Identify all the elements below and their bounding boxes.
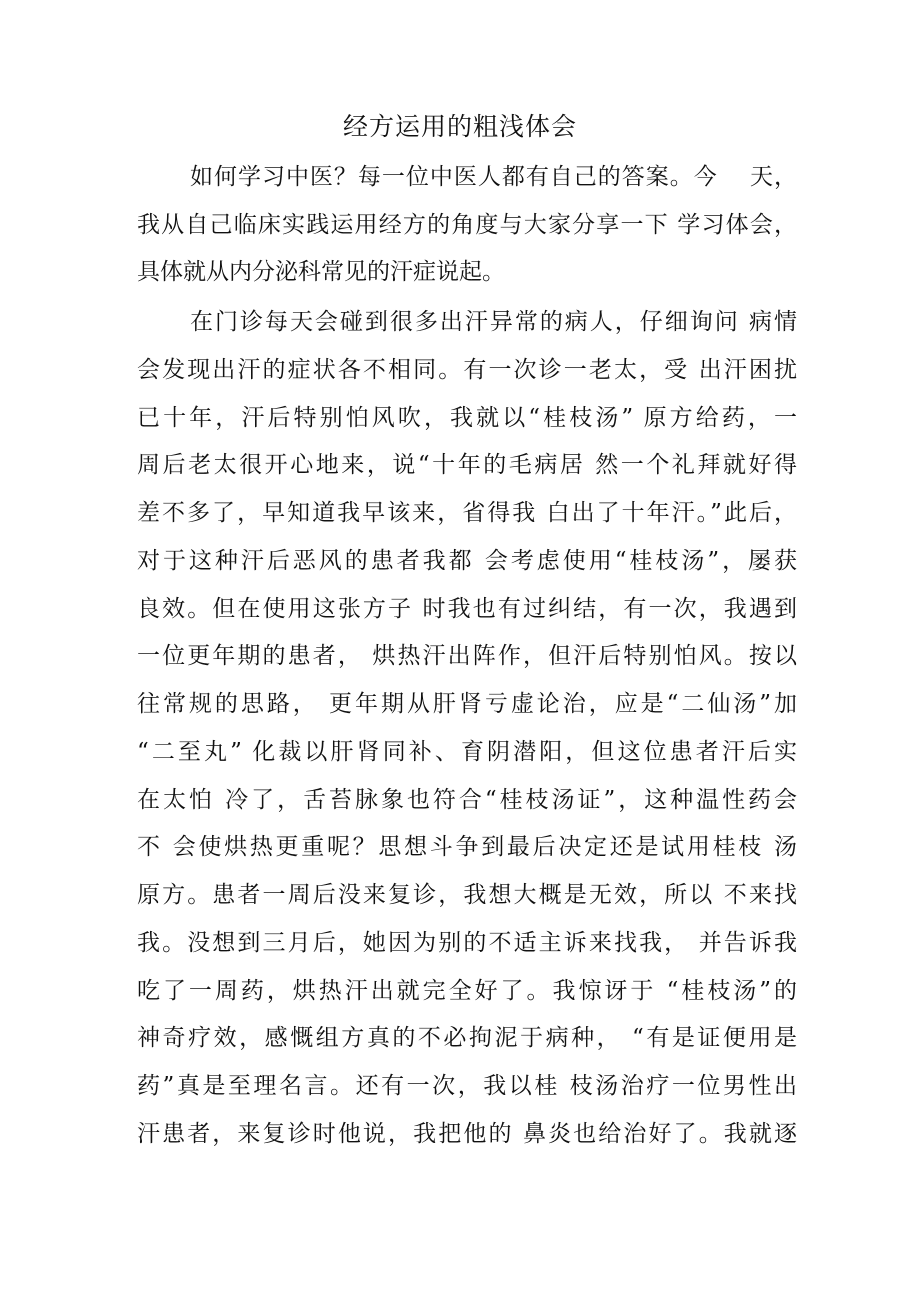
text-line: 具体就从内分泌科常见的汗症说起。 <box>137 259 505 285</box>
text-line: 在门诊每天会碰到很多出汗异常的病人，仔细询问 病情 <box>190 309 797 335</box>
text-line: 良效。但在使用这张方子 时我也有过纠结，有一次，我遇到 <box>137 596 797 622</box>
text-line: 已十年，汗后特别怕风吹，我就以“桂枝汤” 原方给药，一 <box>137 405 797 431</box>
text-line: 往常规的思路， 更年期从肝肾亏虚论治，应是“二仙汤”加 <box>137 691 797 717</box>
text-line: 会发现出汗的症状各不相同。有一次诊一老太，受 出汗困扰 <box>137 357 797 383</box>
text-line: 药”真是至理名言。还有一次，我以桂 枝汤治疗一位男性出 <box>137 1073 797 1099</box>
text-line: 在太怕 冷了，舌苔脉象也符合“桂枝汤证”，这种温性药会 <box>137 787 797 813</box>
text-line: 原方。患者一周后没来复诊，我想大概是无效，所以 不来找 <box>137 882 797 908</box>
document-title: 经方运用的粗浅体会 <box>342 112 577 141</box>
text-line: 吃了一周药，烘热汗出就完全好了。我惊讶于 “桂枝汤”的 <box>137 978 797 1004</box>
text-line: 如何学习中医？每一位中医人都有自己的答案。今 天， <box>190 164 797 190</box>
text-line: 我从自己临床实践运用经方的角度与大家分享一下 学习体会， <box>137 212 797 238</box>
text-line: “二至丸” 化裁以肝肾同补、育阴潜阳，但这位患者汗后实 <box>137 739 797 765</box>
text-line: 对于这种汗后恶风的患者我都 会考虑使用“桂枝汤”，屡获 <box>137 548 797 574</box>
text-line: 汗患者，来复诊时他说，我把他的 鼻炎也给治好了。我就逐 <box>137 1121 797 1147</box>
text-line: 神奇疗效，感慨组方真的不必拘泥于病种， “有是证便用是 <box>137 1025 797 1051</box>
text-line: 不 会使烘热更重呢？思想斗争到最后决定还是试用桂枝 汤 <box>137 834 797 860</box>
text-line: 差不多了，早知道我早该来，省得我 白出了十年汗。”此后， <box>137 500 797 526</box>
text-line: 我。没想到三月后，她因为别的不适主诉来找我， 并告诉我 <box>137 930 797 956</box>
text-line: 一位更年期的患者， 烘热汗出阵作，但汗后特别怕风。按以 <box>137 643 797 669</box>
text-line: 周后老太很开心地来，说“十年的毛病居 然一个礼拜就好得 <box>137 452 797 478</box>
